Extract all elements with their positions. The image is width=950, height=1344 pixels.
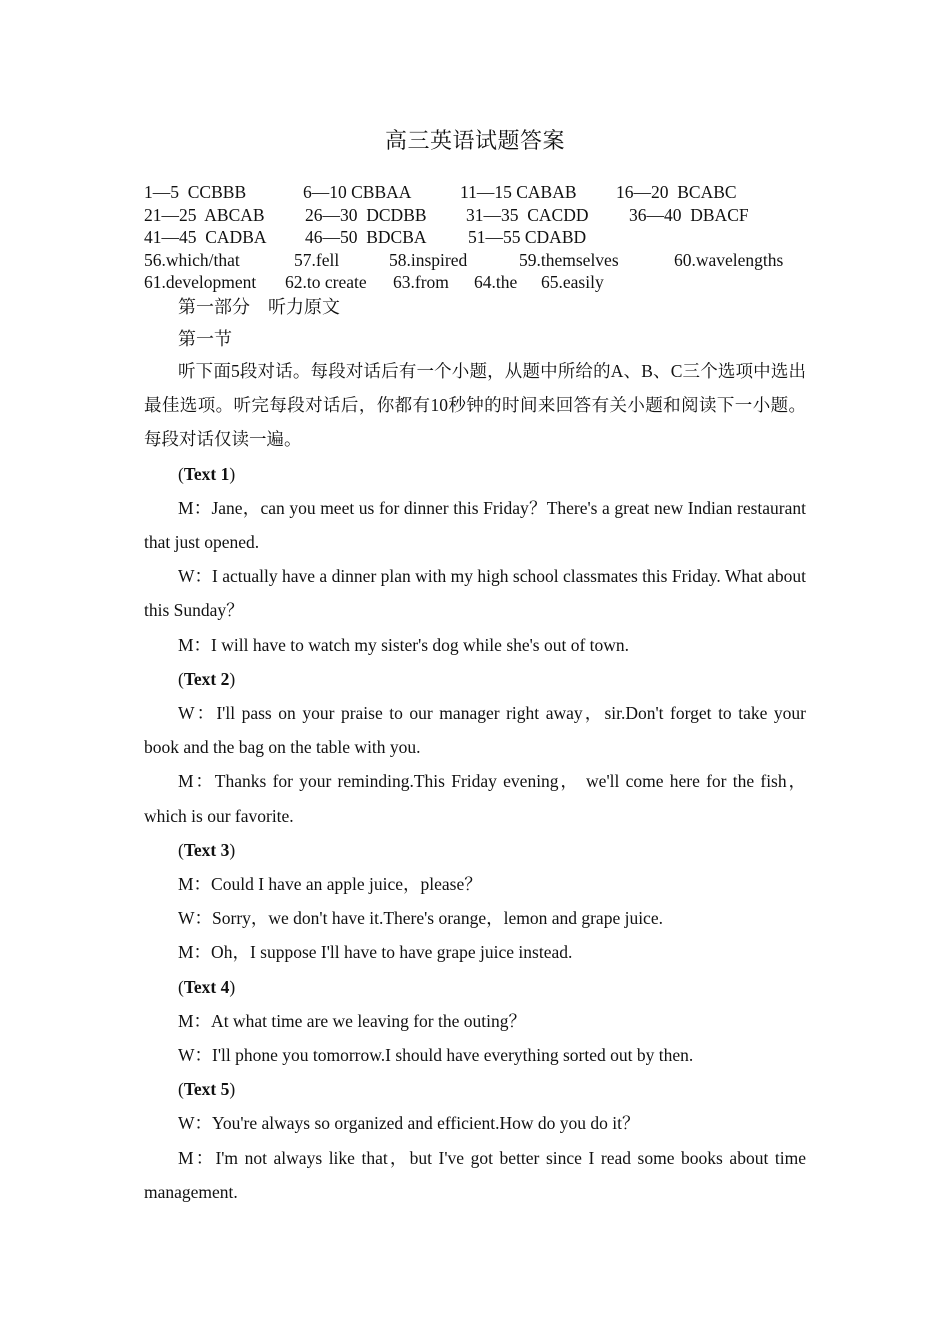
answer-group: 57.fell	[294, 249, 340, 270]
text-label-name: Text 2	[183, 668, 230, 689]
answer-row	[144, 271, 814, 294]
answer-group: 11—15 CABAB	[460, 182, 577, 202]
answer-group: 51—55 CDABD	[468, 227, 587, 247]
answer-group: 36—40 DBACF	[629, 204, 749, 225]
dialogue-line: M：I will have to watch my sister's dog while she's out of town.	[178, 634, 630, 655]
dialogue-line: M：Jane，can you meet us for dinner this Friday？There's a great new Indian restaurant that just opened.	[144, 497, 806, 553]
answer-group: 46—50 BDCBA	[305, 227, 427, 247]
dialogue-line: W：Sorry，we don't have it.There's orange，lemon and grape juice.	[178, 908, 663, 929]
label-close: )	[229, 668, 236, 689]
label-close: )	[229, 1079, 236, 1100]
answer-group: 26—30 DCDBB	[305, 204, 427, 225]
label-close: )	[229, 463, 236, 484]
answer-group: 1—5 CCBBB	[144, 182, 247, 202]
answer-group: 31—35 CACDD	[466, 204, 589, 225]
dialogue-line: W：I'll phone you tomorrow.I should have everything sorted out by then.	[178, 1045, 694, 1066]
answer-group: 62.to create	[285, 272, 367, 292]
label-open: (	[178, 1079, 184, 1100]
dialogue-line: W：I actually have a dinner plan with my high school classmates this Friday. What about this Sunday？	[144, 566, 806, 621]
answer-row	[144, 249, 814, 272]
part-heading: 第一部分 听力原文	[178, 297, 340, 317]
dialogue-line: W：I'll pass on your praise to our manager right away，sir.Don't forget to take your book and the bag on the table with you.	[144, 703, 806, 758]
answer-key	[144, 181, 814, 294]
label-close: )	[229, 839, 236, 860]
label-close: )	[229, 976, 236, 997]
answer-group: 56.which/that	[144, 249, 240, 270]
instructions: 听下面5段对话。每段对话后有一个小题，从题中所给的A、B、C三个选项中选出最佳选项。听完每段对话后，你都有10秒钟的时间来回答有关小题和阅读下一小题。每段对话仅读一遍。	[144, 361, 806, 450]
answer-group: 61.development	[144, 272, 257, 292]
transcript	[144, 354, 806, 1209]
answer-group: 41—45 CADBA	[144, 227, 267, 247]
text-label	[144, 457, 806, 491]
section-heading: 第一节	[178, 329, 232, 349]
text-label	[144, 970, 806, 1004]
answer-group: 64.the	[474, 272, 518, 292]
dialogue-line: M：I'm not always like that，but I've got better since I read some books about time management.	[144, 1147, 806, 1202]
answer-row	[144, 181, 814, 204]
text-label	[144, 833, 806, 867]
dialogue-line: M：Could I have an apple juice，please？	[178, 874, 482, 895]
text-label	[144, 1072, 806, 1106]
answer-group: 60.wavelengths	[674, 249, 784, 270]
page-title: 高三英语试题答案	[384, 128, 565, 153]
text-label-name: Text 1	[183, 463, 230, 484]
label-open: (	[178, 976, 184, 997]
dialogue-line: M：Oh，I suppose I'll have to have grape juice instead.	[178, 942, 573, 963]
answer-group: 21—25 ABCAB	[144, 204, 265, 225]
text-label-name: Text 4	[183, 976, 230, 997]
text-label-name: Text 3	[183, 839, 230, 860]
label-open: (	[178, 463, 184, 484]
dialogue-line: W：You're always so organized and efficient.How do you do it？	[178, 1113, 640, 1134]
dialogue-line: M：Thanks for your reminding.This Friday evening， we'll come here for the fish，which is our favorite.	[144, 771, 806, 826]
answer-row	[144, 204, 814, 227]
dialogue-line: M：At what time are we leaving for the outing？	[178, 1010, 526, 1031]
answer-group: 65.easily	[541, 272, 604, 292]
answer-group: 58.inspired	[389, 249, 468, 270]
label-open: (	[178, 668, 184, 689]
answer-group: 6—10 CBBAA	[303, 182, 412, 202]
label-open: (	[178, 839, 184, 860]
text-label-name: Text 5	[183, 1079, 230, 1100]
answer-group: 59.themselves	[519, 249, 619, 270]
answer-group: 63.from	[393, 272, 449, 292]
answer-row	[144, 226, 814, 249]
answer-group: 16—20 BCABC	[616, 182, 737, 202]
text-label	[144, 662, 806, 696]
